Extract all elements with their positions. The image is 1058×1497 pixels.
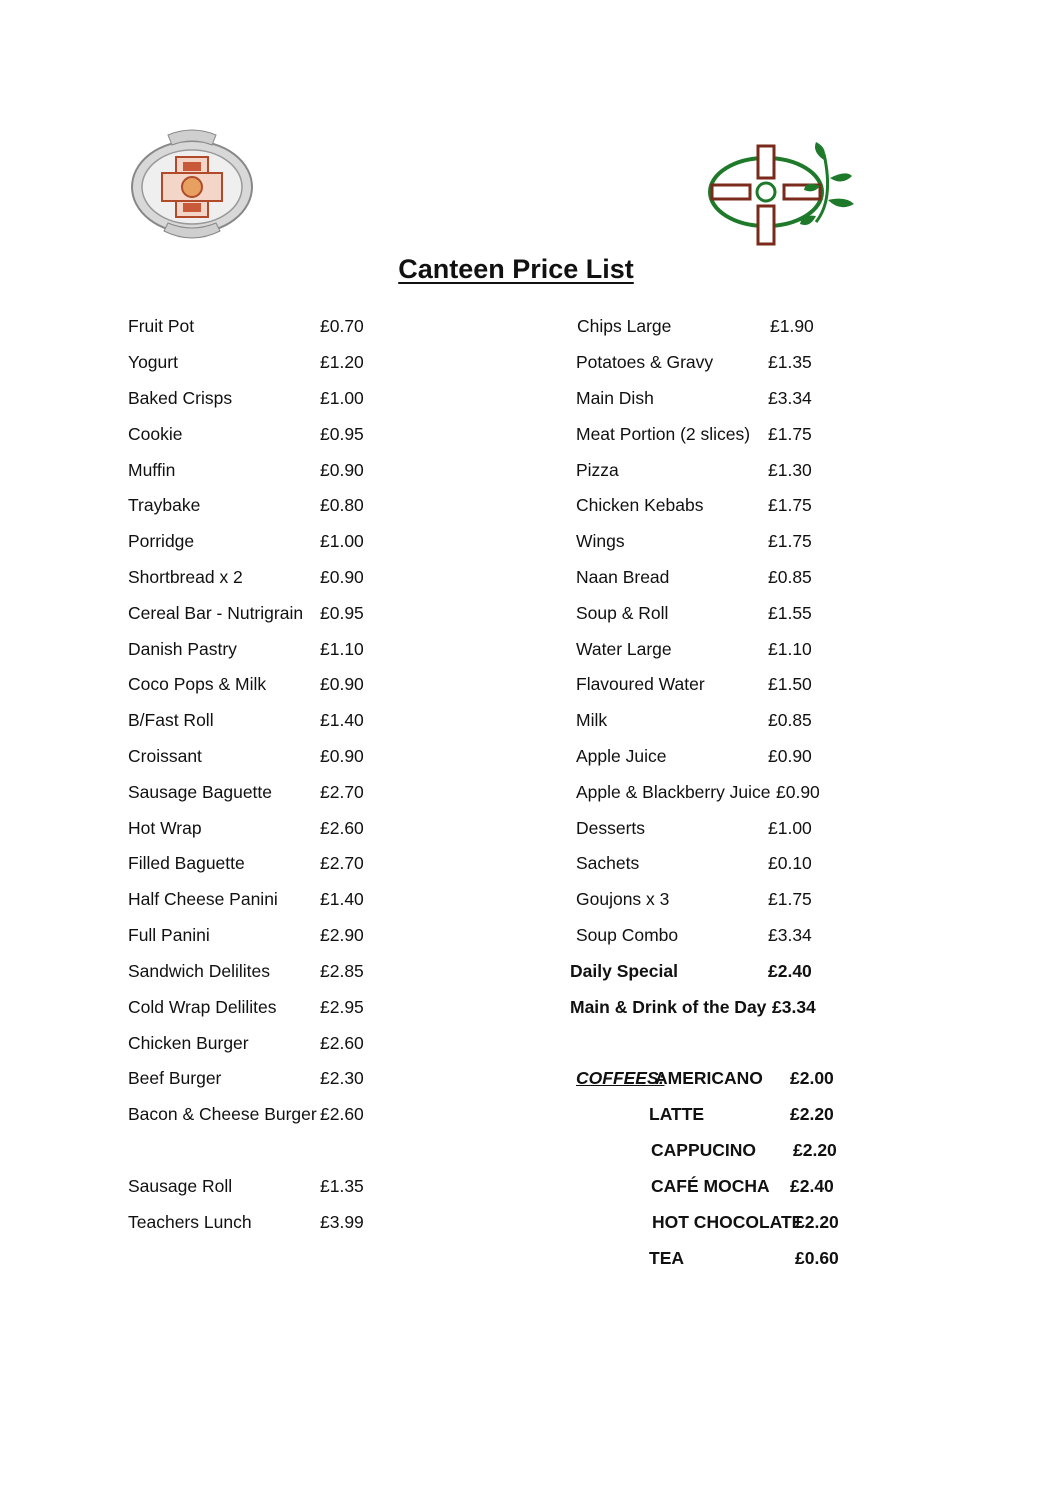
list-item-price: £0.95: [320, 603, 364, 623]
list-item-price: £2.90: [320, 925, 364, 945]
list-item-price: £1.20: [320, 352, 364, 372]
list-item-price: £1.75: [768, 495, 812, 515]
list-item-price: £3.34: [768, 925, 812, 945]
list-item-name: Yogurt: [128, 352, 178, 372]
list-item-name: Shortbread x 2: [128, 567, 243, 587]
list-item-price: £2.30: [320, 1068, 364, 1088]
coffee-name: CAFÉ MOCHA: [651, 1176, 770, 1196]
coffee-price: £2.20: [795, 1212, 839, 1232]
list-item-name: Filled Baguette: [128, 853, 245, 873]
coffee-name: AMERICANO: [655, 1068, 763, 1088]
list-item-price: £1.55: [768, 603, 812, 623]
list-item-price: £1.30: [768, 460, 812, 480]
list-item-price: £0.90: [768, 746, 812, 766]
list-item-name: Baked Crisps: [128, 388, 233, 408]
list-item-name: Chicken Kebabs: [576, 495, 704, 515]
coffee-name: TEA: [649, 1248, 684, 1268]
list-item-price: £0.95: [320, 424, 364, 444]
list-item-name: Croissant: [128, 746, 202, 766]
list-item-name: Danish Pastry: [128, 639, 237, 659]
list-item-price: £1.50: [768, 674, 812, 694]
celtic-cross-leaf-icon: [706, 140, 858, 248]
list-item-name: Water Large: [576, 639, 672, 659]
coffee-price: £2.20: [790, 1104, 834, 1124]
list-item-price: £1.40: [320, 710, 364, 730]
list-item-price: £1.35: [320, 1176, 364, 1196]
list-item-price: £2.85: [320, 961, 364, 981]
list-item-price: £0.90: [776, 782, 820, 802]
list-item-price: £0.90: [320, 674, 364, 694]
list-item-name: Naan Bread: [576, 567, 670, 587]
list-item-price: £1.40: [320, 889, 364, 909]
list-item-price: £2.95: [320, 997, 364, 1017]
list-item-name: Fruit Pot: [128, 316, 195, 336]
coffee-price: £0.60: [795, 1248, 839, 1268]
coffee-name: LATTE: [649, 1104, 705, 1124]
school-crest-logo: [128, 127, 256, 245]
special-name: Main & Drink of the Day: [570, 997, 767, 1017]
list-item-name: Apple & Blackberry Juice: [576, 782, 771, 802]
list-item-price: £3.99: [320, 1212, 364, 1232]
coffee-price: £2.00: [790, 1068, 834, 1088]
list-item-name: Pizza: [576, 460, 619, 480]
list-item-price: £0.85: [768, 567, 812, 587]
list-item-name: Hot Wrap: [128, 818, 202, 838]
list-item-name: Soup & Roll: [576, 603, 669, 623]
list-item-name: Muffin: [128, 460, 176, 480]
list-item-price: £1.00: [320, 531, 364, 551]
list-item-name: Bacon & Cheese Burger: [128, 1104, 317, 1124]
coffee-price: £2.40: [790, 1176, 834, 1196]
list-item-price: £1.10: [768, 639, 812, 659]
list-item-name: Main Dish: [576, 388, 654, 408]
list-item-price: £2.60: [320, 1104, 364, 1124]
list-item-price: £0.90: [320, 746, 364, 766]
list-item-name: Apple Juice: [576, 746, 667, 766]
list-item-name: Soup Combo: [576, 925, 679, 945]
coffee-price: £2.20: [793, 1140, 837, 1160]
list-item-price: £2.70: [320, 853, 364, 873]
list-item-name: Sausage Baguette: [128, 782, 273, 802]
list-item-price: £0.10: [768, 853, 812, 873]
list-item-name: Goujons x 3: [576, 889, 670, 909]
list-item-name: Wings: [576, 531, 625, 551]
list-item-name: Beef Burger: [128, 1068, 222, 1088]
list-item-name: Sandwich Delilites: [128, 961, 271, 981]
list-item-name: Cookie: [128, 424, 183, 444]
list-item-price: £1.10: [320, 639, 364, 659]
list-item-price: £1.75: [768, 889, 812, 909]
list-item-price: £1.00: [768, 818, 812, 838]
list-item-name: Flavoured Water: [576, 674, 705, 694]
coffee-name: HOT CHOCOLATE: [652, 1212, 804, 1232]
list-item-name: Chips Large: [577, 316, 672, 336]
list-item-name: Milk: [576, 710, 608, 730]
list-item-name: Desserts: [576, 818, 646, 838]
school-crest-icon: [128, 127, 256, 245]
special-price: £2.40: [768, 961, 812, 981]
list-item-name: Traybake: [128, 495, 201, 515]
list-item-price: £1.75: [768, 531, 812, 551]
list-item-price: £2.60: [320, 818, 364, 838]
list-item-price: £0.90: [320, 567, 364, 587]
list-item-name: Full Panini: [128, 925, 210, 945]
list-item-name: Sausage Roll: [128, 1176, 233, 1196]
celtic-cross-logo: [706, 140, 858, 248]
list-item-price: £0.85: [768, 710, 812, 730]
list-item-name: Meat Portion (2 slices): [576, 424, 751, 444]
special-price: £3.34: [772, 997, 816, 1017]
list-item-name: Coco Pops & Milk: [128, 674, 267, 694]
coffee-name: CAPPUCINO: [651, 1140, 757, 1160]
list-item-price: £1.35: [768, 352, 812, 372]
list-item-name: Potatoes & Gravy: [576, 352, 714, 372]
list-item-name: Half Cheese Panini: [128, 889, 278, 909]
special-name: Daily Special: [570, 961, 678, 981]
list-item-price: £0.70: [320, 316, 364, 336]
list-item-price: £2.60: [320, 1033, 364, 1053]
list-item-name: Chicken Burger: [128, 1033, 249, 1053]
list-item-name: B/Fast Roll: [128, 710, 214, 730]
list-item-price: £0.90: [320, 460, 364, 480]
list-item-price: £1.00: [320, 388, 364, 408]
list-item-name: Teachers Lunch: [128, 1212, 252, 1232]
list-item-price: £2.70: [320, 782, 364, 802]
list-item-name: Porridge: [128, 531, 195, 551]
list-item-price: £3.34: [768, 388, 812, 408]
page-title: Canteen Price List: [398, 254, 634, 284]
list-item-name: Cereal Bar - Nutrigrain: [128, 603, 304, 623]
list-item-name: Sachets: [576, 853, 640, 873]
coffees-heading: COFFEES:: [576, 1068, 665, 1088]
list-item-price: £0.80: [320, 495, 364, 515]
list-item-price: £1.75: [768, 424, 812, 444]
list-item-name: Cold Wrap Delilites: [128, 997, 277, 1017]
list-item-price: £1.90: [770, 316, 814, 336]
